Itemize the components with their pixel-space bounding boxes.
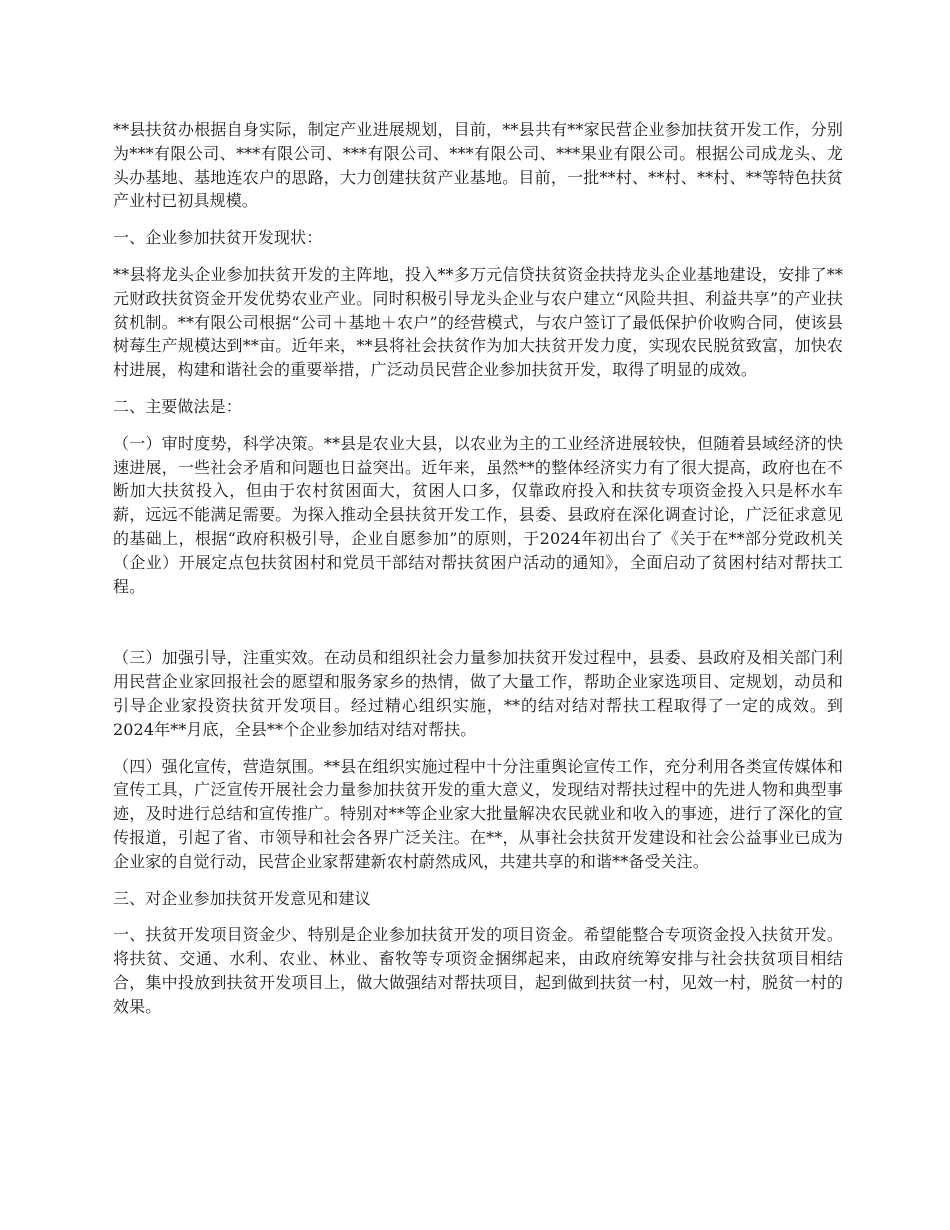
status-paragraph: **县将龙头企业参加扶贫开发的主阵地，投入**多万元信贷扶贫资金扶持龙头企业基地建设，安排了**元财政扶贫资金开发优势农业产业。同时积极引导龙头企业与农户建立“风险共担、利益共享”的产业扶贫机制。**有限公司根据“公司＋基地＋农户”的经营模式，与农户签订了最低保护价收购合同，使该县树莓生产规模达到**亩。近年来，**县将社会扶贫作为加大扶贫开发力度，实现农民脱贫致富，加快农村进展，构建和谐社会的重要举措，广泛动员民营企业参加扶贫开发，取得了明显的成效。 <box>113 264 843 380</box>
method-paragraph-4: （四）强化宣传，营造氛围。**县在组织实施过程中十分注重舆论宣传工作，充分利用各类宣传媒体和宣传工具，广泛宣传开展社会力量参加扶贫开发的重大意义，发现结对帮扶过程中的先进人物和典型事迹，及时进行总结和宣传推广。特别对**等企业家大批量解决农民就业和收入的事迹，进行了深化的宣传报道，引起了省、市领导和社会各界广泛关注。在**，从事社会扶贫开发建设和社会公益事业已成为企业家的自觉行动，民营企业家帮建新农村蔚然成风，共建共享的和谐**备受关注。 <box>113 756 843 871</box>
method-paragraph-1: （一）审时度势，科学决策。**县是农业大县，以农业为主的工业经济进展较快，但随着县域经济的快速进展，一些社会矛盾和问题也日益突出。近年来，虽然**的整体经济实力有了很大提高，政府也在不断加大扶贫投入，但由于农村贫困面大，贫困人口多，仅靠政府投入和扶贫专项资金投入只是杯水车薪，远远不能满足需要。为探入推动全县扶贫开发工作，县委、县政府在深化调查讨论，广泛征求意见的基础上，根据“政府积极引导，企业自愿参加”的原则，于2024年初出台了《关于在**部分党政机关（企业）开展定点包扶贫困村和党员干部结对帮扶贫困户活动的通知》，全面启动了贫困村结对帮扶工程。 <box>113 433 843 596</box>
intro-paragraph: **县扶贫办根据自身实际，制定产业进展规划，目前，**县共有**家民营企业参加扶贫开发工作，分别为***有限公司、***有限公司、***有限公司、***有限公司、***果业有限公司。根据公司成龙头、龙头办基地、基地连农户的思路，大力创建扶贫产业基地。目前，一批**村、**村、**村、**等特色扶贫产业村已初具规模。 <box>113 120 843 211</box>
method-paragraph-3: （三）加强引导，注重实效。在动员和组织社会力量参加扶贫开发过程中，县委、县政府及相关部门利用民营企业家回报社会的愿望和服务家乡的热情，做了大量工作，帮助企业家选项目、定规划，动员和引导企业家投资扶贫开发项目。经过精心组织实施，**的结对结对帮扶工程取得了一定的成效。到2024年**月底，全县**个企业参加结对结对帮扶。 <box>113 648 843 739</box>
section-heading-methods: 二、主要做法是： <box>113 396 242 416</box>
document-body <box>113 118 843 1032</box>
section-heading-status: 一、企业参加扶贫开发现状： <box>113 228 323 248</box>
suggestion-paragraph-1: 一、扶贫开发项目资金少、特别是企业参加扶贫开发的项目资金。希望能整合专项资金投入扶贫开发。将扶贫、交通、水利、农业、林业、畜牧等专项资金捆绑起来，由政府统筹安排与社会扶贫项目相结合，集中投放到扶贫开发项目上，做大做强结对帮扶项目，起到做到扶贫一村，见效一村，脱贫一村的效果。 <box>113 925 843 1016</box>
section-heading-suggestions: 三、对企业参加扶贫开发意见和建议 <box>113 888 371 908</box>
